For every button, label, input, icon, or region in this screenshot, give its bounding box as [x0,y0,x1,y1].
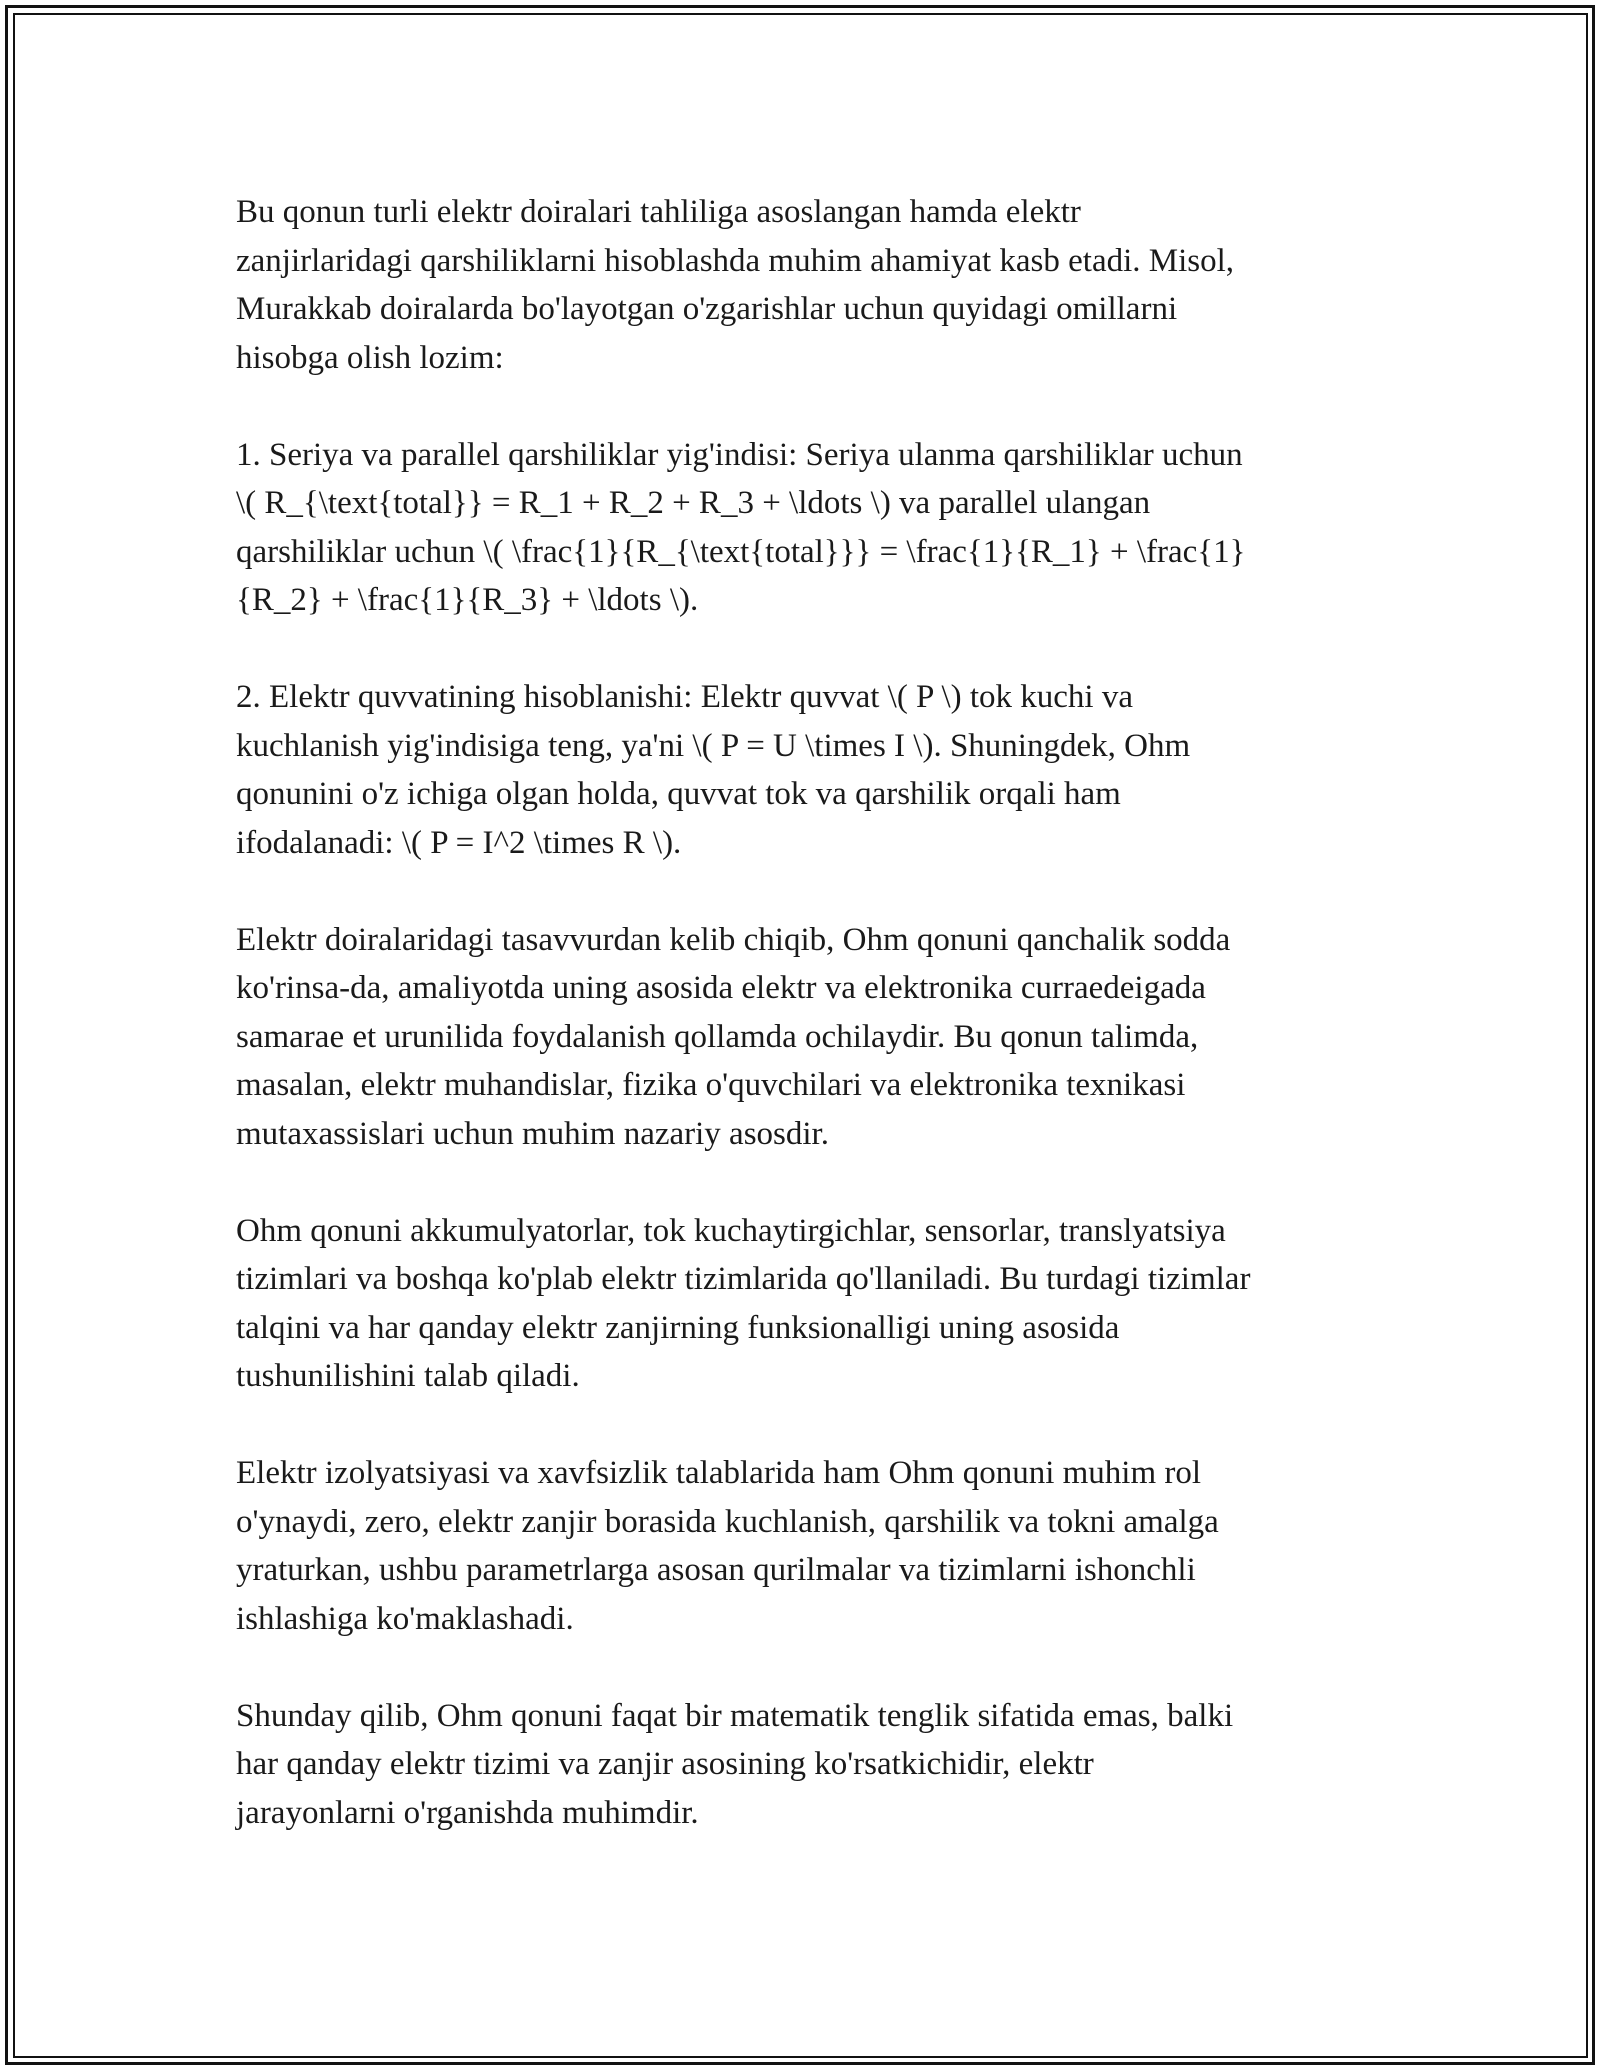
paragraph-safety: Elektr izolyatsiyasi va xavfsizlik talablarida ham Ohm qonuni muhim rol o'ynaydi, zero, elektr zanjir borasida kuchlanish, qarshilik va tokni amalga yraturkan, ushbu parametrlarga asosan qurilmalar va tizimlarni ishonchli ishlashiga ko'maklashadi. [236,1455,1219,1637]
paragraph-applications: Ohm qonuni akkumulyatorlar, tok kuchaytirgichlar, sensorlar, translyatsiya tizimlari va boshqa ko'plab elektr tizimlarida qo'llaniladi. Bu turdagi tizimlar talqini va har qanday elektr zanjirning funksionalligi uning asosida tushunilishini talab qiladi. [236,1212,1251,1394]
paragraph-power: 2. Elektr quvvatining hisoblanishi: Elektr quvvat \( P \) tok kuchi va kuchlanish yig'indisiga teng, ya'ni \( P = U \times I \). Shuningdek, Ohm qonunini o'z ichiga olgan holda, quvvat tok va qarshilik orqali ham ifodalanadi: \( P = I^2 \times R \). [236,679,1191,861]
paragraph-conclusion: Shunday qilib, Ohm qonuni faqat bir matematik tenglik sifatida emas, balki har qanday elektr tizimi va zanjir asosining ko'rsatkichidir, elektr jarayonlarni o'rganishda muhimdir. [236,1697,1234,1831]
paragraph-practice: Elektr doiralaridagi tasavvurdan kelib chiqib, Ohm qonuni qanchalik sodda ko'rinsa-da, amaliyotda uning asosida elektr va elektronika curraedeigada samarae et urunilida foydalanish qollamda ochilaydir. Bu qonun talimda, masalan, elektr muhandislar, fizika o'quvchilari va elektronika texnikasi mutaxassislari uchun muhim nazariy asosdir. [236,921,1231,1152]
paragraph-series-parallel: 1. Seriya va parallel qarshiliklar yig'indisi: Seriya ulanma qarshiliklar uchun \( R_{\text{total}} = R_1 + R_2 + R_3 + \ldots \) va parallel ulangan qarshiliklar uchun \( \frac{1}{R_{\text{total}}} = \frac{1}{R_1} + \frac{1} {R_2} + \frac{1}{R_3} + \ldots \). [236,436,1246,618]
document-body [236,188,1366,1886]
paragraph-intro: Bu qonun turli elektr doiralari tahliliga asoslangan hamda elektr zanjirlaridagi qarshiliklarni hisoblashda muhim ahamiyat kasb etadi. Misol, Murakkab doiralarda bo'layotgan o'zgarishlar uchun quyidagi omillarni hisobga olish lozim: [236,194,1235,376]
